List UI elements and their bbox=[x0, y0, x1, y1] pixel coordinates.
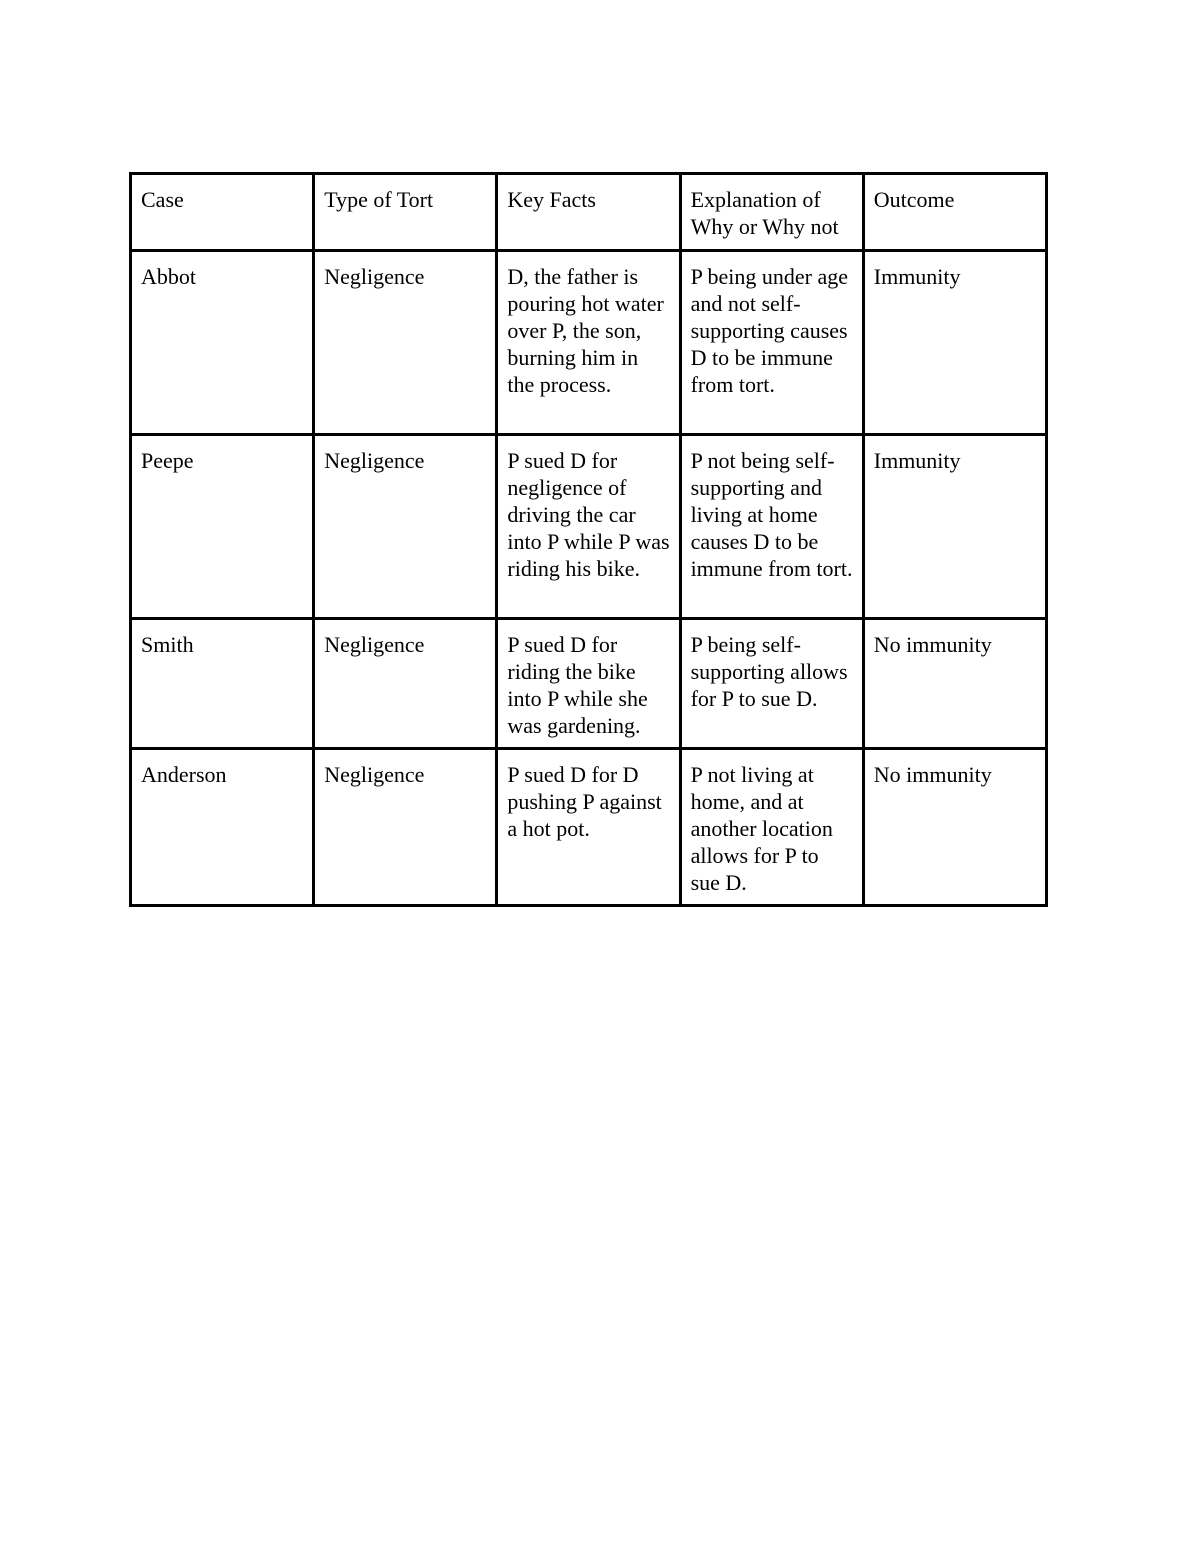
header-outcome: Outcome bbox=[863, 174, 1046, 251]
cell-explanation: P not living at home, and at another location allows for P to sue D. bbox=[680, 749, 863, 906]
cell-case: Smith bbox=[131, 619, 314, 749]
cell-explanation: P not being self-supporting and living at home causes D to be immune from tort. bbox=[680, 435, 863, 619]
cell-explanation: P being under age and not self-supporting causes D to be immune from tort. bbox=[680, 251, 863, 435]
cell-case: Anderson bbox=[131, 749, 314, 906]
table-header-row bbox=[131, 174, 1047, 251]
header-key-facts: Key Facts bbox=[497, 174, 680, 251]
table-row bbox=[131, 749, 1047, 906]
cell-outcome: Immunity bbox=[863, 251, 1046, 435]
cell-facts: P sued D for D pushing P against a hot pot. bbox=[497, 749, 680, 906]
cell-tort: Negligence bbox=[314, 435, 497, 619]
cell-tort: Negligence bbox=[314, 251, 497, 435]
case-table bbox=[129, 172, 1048, 907]
table-row bbox=[131, 251, 1047, 435]
cell-facts: P sued D for riding the bike into P while she was gardening. bbox=[497, 619, 680, 749]
cell-outcome: No immunity bbox=[863, 619, 1046, 749]
cell-explanation: P being self-supporting allows for P to sue D. bbox=[680, 619, 863, 749]
cell-outcome: Immunity bbox=[863, 435, 1046, 619]
table-row bbox=[131, 619, 1047, 749]
header-explanation: Explanation of Why or Why not bbox=[680, 174, 863, 251]
cell-tort: Negligence bbox=[314, 619, 497, 749]
cell-outcome: No immunity bbox=[863, 749, 1046, 906]
cell-case: Peepe bbox=[131, 435, 314, 619]
header-type-of-tort: Type of Tort bbox=[314, 174, 497, 251]
cell-facts: D, the father is pouring hot water over P, the son, burning him in the process. bbox=[497, 251, 680, 435]
header-case: Case bbox=[131, 174, 314, 251]
cell-tort: Negligence bbox=[314, 749, 497, 906]
table-row bbox=[131, 435, 1047, 619]
cell-facts: P sued D for negligence of driving the car into P while P was riding his bike. bbox=[497, 435, 680, 619]
cell-case: Abbot bbox=[131, 251, 314, 435]
